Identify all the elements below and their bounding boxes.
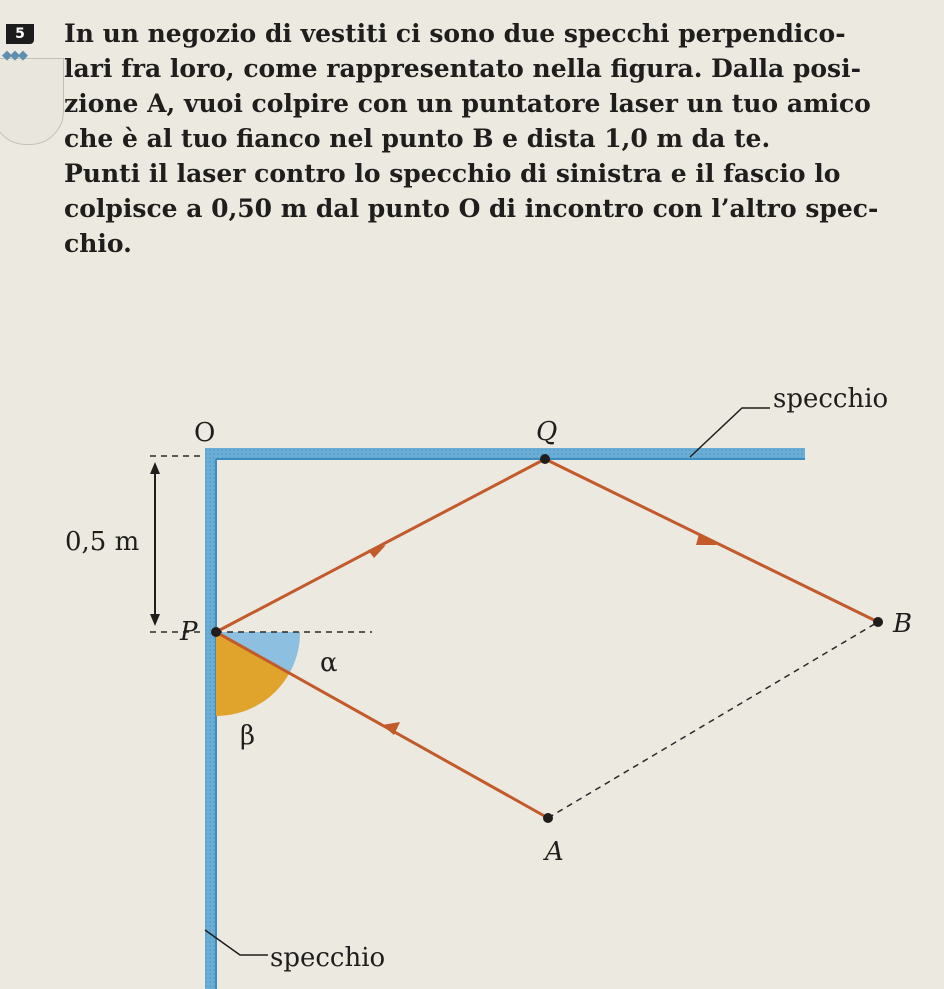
distance-arrowhead-down [150, 614, 160, 626]
label-distance: 0,5 m [65, 527, 140, 557]
exercise-number-badge: 5 [6, 24, 34, 44]
label-point-B: B [893, 609, 913, 639]
label-angle-alpha: α [320, 648, 338, 678]
label-point-P: P [180, 617, 198, 647]
mirror-top [205, 448, 805, 459]
distance-arrowhead-up [150, 462, 160, 474]
label-mirror-top: specchio [773, 384, 889, 414]
problem-paragraph: In un negozio di vestiti ci sono due specchi perpendico- lari fra loro, come rappresentato nella figura. Dalla posi- zione A, vuoi colpire con un puntatore laser un tuo amico che è al tuo fianco nel punto B e dista 1,0 m da te. Punti il laser contro lo specchio di sinistra e il fascio lo colpisce a 0,50 m dal punto O di incontro con l’altro spec- chio. [64, 19, 879, 258]
label-point-Q: Q [536, 417, 558, 447]
dashed-line-A-B [548, 622, 878, 818]
laser-segment-P-Q [216, 459, 545, 632]
laser-arrow-Q-B [696, 534, 717, 545]
point-Q-marker [540, 454, 550, 464]
label-angle-beta: β [240, 721, 256, 751]
difficulty-diamonds-icon: ◆◆◆ [2, 48, 26, 63]
label-point-O: O [194, 418, 216, 448]
point-A-marker [543, 813, 553, 823]
label-point-A: A [545, 837, 564, 867]
label-mirror-left: specchio [270, 943, 386, 973]
laser-segment-Q-B [545, 459, 878, 622]
point-P-marker [211, 627, 221, 637]
mirror-left [205, 448, 216, 989]
point-B-marker [873, 617, 883, 627]
